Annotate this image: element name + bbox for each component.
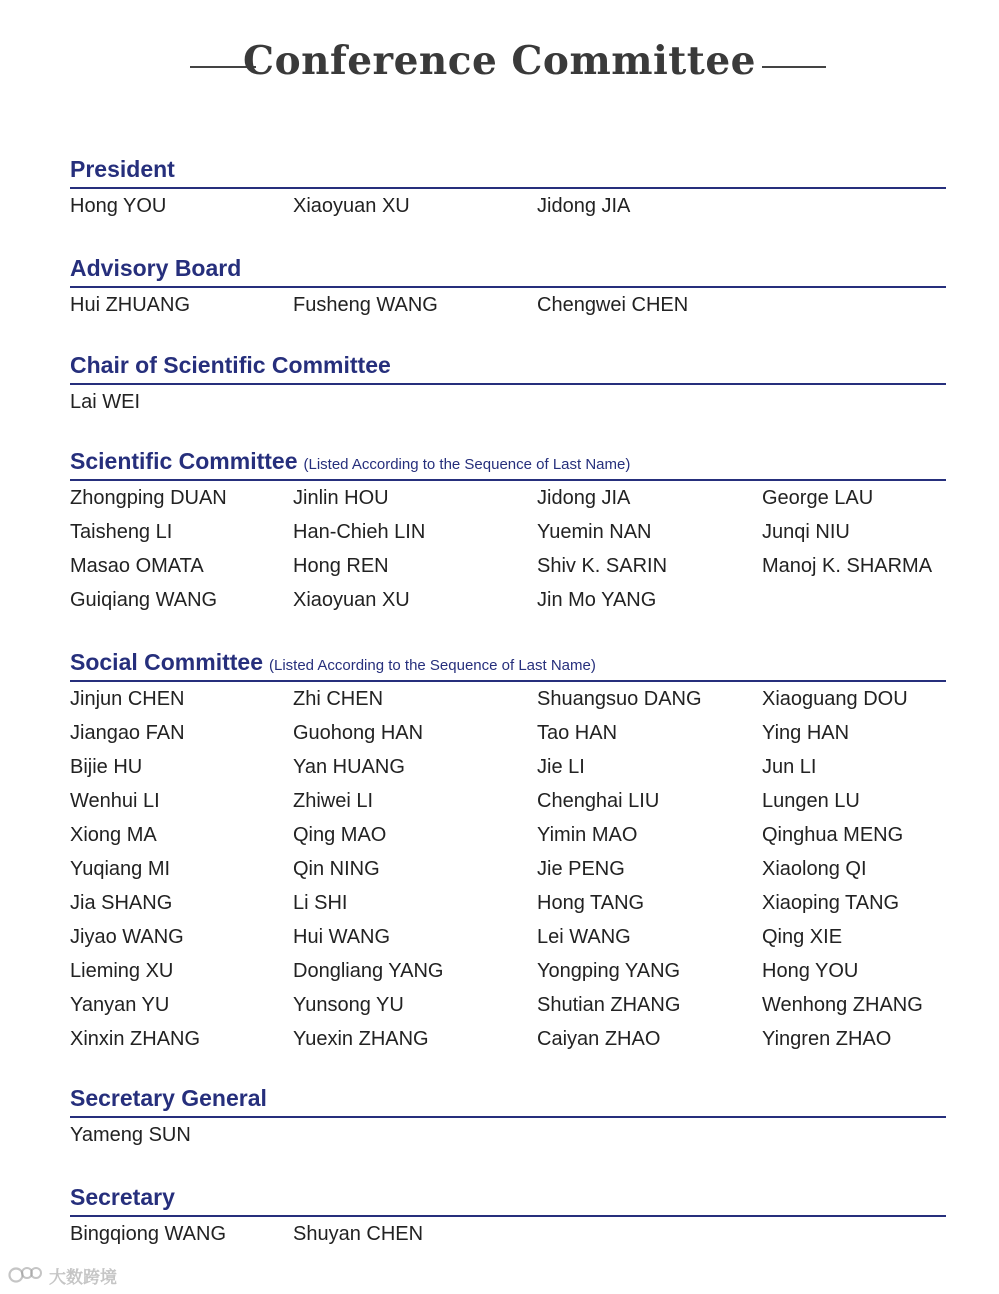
section-title-text: Secretary [70, 1184, 175, 1210]
member-name: Jie LI [537, 756, 585, 778]
member-name: Hong YOU [70, 195, 167, 217]
section-social [70, 650, 946, 1056]
section-note: (Listed According to the Sequence of Last Name) [269, 657, 596, 674]
watermark-text: 大数跨境 [49, 1267, 117, 1287]
member-name: Hui WANG [293, 926, 391, 948]
member-name: Jia SHANG [70, 892, 173, 914]
member-name: Chenghai LIU [537, 790, 660, 812]
member-name: Dongliang YANG [293, 960, 444, 982]
section-title [70, 1184, 175, 1211]
section-secgen [70, 1086, 946, 1152]
member-name: Shuangsuo DANG [537, 688, 702, 710]
member-name: Zhiwei LI [293, 790, 374, 812]
watermark [8, 1262, 138, 1288]
section-header [70, 1086, 946, 1118]
section-title-text: President [70, 156, 175, 182]
member-name: Lei WANG [537, 926, 631, 948]
member-grid [70, 682, 946, 1056]
member-name: Caiyan ZHAO [537, 1028, 661, 1050]
section-title-text: Scientific Committee [70, 448, 298, 474]
member-name: Xinxin ZHANG [70, 1028, 201, 1050]
member-name: Junqi NIU [762, 521, 850, 543]
member-name: Fusheng WANG [293, 294, 438, 316]
member-name: Xiaolong QI [762, 858, 867, 880]
section-scientific [70, 449, 946, 617]
member-name: Wenhong ZHANG [762, 994, 923, 1016]
section-title [70, 255, 241, 282]
member-name: Masao OMATA [70, 555, 204, 577]
member-name: Xiaoyuan XU [293, 195, 410, 217]
member-grid [70, 385, 946, 419]
title-rule-right [762, 66, 826, 68]
member-name: Jin Mo YANG [537, 589, 657, 611]
member-name: Qin NING [293, 858, 380, 880]
member-name: Bijie HU [70, 756, 143, 778]
section-title [70, 649, 596, 676]
section-advisory [70, 256, 946, 322]
watermark-logo-icon [8, 1264, 44, 1286]
member-name: Jidong JIA [537, 487, 631, 509]
member-name: Taisheng LI [70, 521, 173, 543]
member-name: Hong REN [293, 555, 389, 577]
member-name: Jiyao WANG [70, 926, 184, 948]
member-name: Manoj K. SHARMA [762, 555, 933, 577]
member-name: Yameng SUN [70, 1124, 191, 1146]
section-president [70, 157, 946, 223]
member-name: Xiaoguang DOU [762, 688, 908, 710]
member-name: Lungen LU [762, 790, 860, 812]
member-name: Yuemin NAN [537, 521, 652, 543]
member-name: Xiaoping TANG [762, 892, 900, 914]
member-name: Lai WEI [70, 391, 141, 413]
section-note: (Listed According to the Sequence of Last Name) [303, 456, 631, 473]
member-name: Qing XIE [762, 926, 843, 948]
member-name: Tao HAN [537, 722, 618, 744]
section-title-text: Advisory Board [70, 255, 242, 281]
member-name: Yuqiang MI [70, 858, 171, 880]
member-grid [70, 288, 946, 322]
section-title-text: Chair of Scientific Committee [70, 352, 391, 378]
member-name: Hong TANG [537, 892, 645, 914]
member-name: Han-Chieh LIN [293, 521, 426, 543]
member-grid [70, 481, 946, 617]
member-name: Li SHI [293, 892, 348, 914]
member-name: George LAU [762, 487, 874, 509]
section-title [70, 352, 391, 379]
section-header [70, 353, 946, 385]
member-name: Jie PENG [537, 858, 625, 880]
member-name: Xiong MA [70, 824, 157, 846]
member-name: Jinlin HOU [293, 487, 389, 509]
member-grid [70, 189, 946, 223]
member-name: Ying HAN [762, 722, 850, 744]
member-name: Yingren ZHAO [762, 1028, 892, 1050]
member-name: Guiqiang WANG [70, 589, 218, 611]
member-name: Lieming XU [70, 960, 174, 982]
member-name: Chengwei CHEN [537, 294, 689, 316]
member-name: Xiaoyuan XU [293, 589, 410, 611]
section-title [70, 1085, 267, 1112]
section-title-text: Social Committee [70, 649, 263, 675]
member-name: Guohong HAN [293, 722, 424, 744]
section-chair [70, 353, 946, 419]
member-grid [70, 1217, 946, 1251]
member-name: Shutian ZHANG [537, 994, 681, 1016]
section-header [70, 256, 946, 288]
section-header [70, 1185, 946, 1217]
member-name: Jun LI [762, 756, 817, 778]
section-title [70, 448, 630, 475]
member-name: Yunsong YU [293, 994, 404, 1016]
section-secretary [70, 1185, 946, 1251]
member-name: Zhongping DUAN [70, 487, 227, 509]
member-name: Qinghua MENG [762, 824, 904, 846]
member-name: Yanyan YU [70, 994, 170, 1016]
member-name: Bingqiong WANG [70, 1223, 226, 1245]
member-name: Zhi CHEN [293, 688, 384, 710]
member-name: Jiangao FAN [70, 722, 185, 744]
section-header [70, 650, 946, 682]
section-title [70, 156, 175, 183]
member-name: Qing MAO [293, 824, 387, 846]
member-name: Hui ZHUANG [70, 294, 191, 316]
member-name: Yimin MAO [537, 824, 638, 846]
section-header [70, 449, 946, 481]
member-name: Wenhui LI [70, 790, 160, 812]
member-name: Yongping YANG [537, 960, 681, 982]
member-name: Yan HUANG [293, 756, 405, 778]
member-name: Shiv K. SARIN [537, 555, 668, 577]
page-title: Conference Committee [243, 38, 756, 84]
section-header [70, 157, 946, 189]
member-name: Jidong JIA [537, 195, 631, 217]
member-name: Hong YOU [762, 960, 859, 982]
member-grid [70, 1118, 946, 1152]
page-header [0, 36, 999, 96]
section-title-text: Secretary General [70, 1085, 267, 1111]
member-name: Jinjun CHEN [70, 688, 185, 710]
member-name: Shuyan CHEN [293, 1223, 424, 1245]
member-name: Yuexin ZHANG [293, 1028, 429, 1050]
